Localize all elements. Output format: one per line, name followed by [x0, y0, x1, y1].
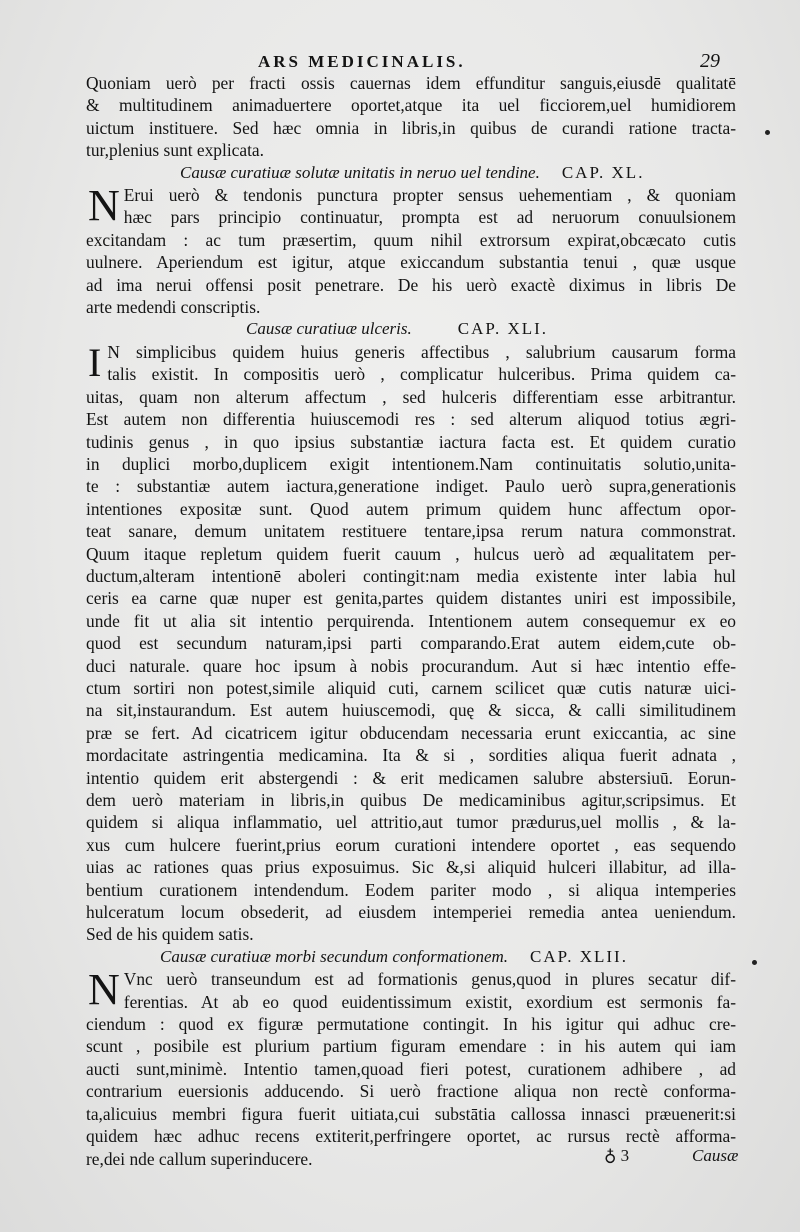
text-line: tudinis genus , in quo ipsius substantiæ iactura facta est. Et quidem curatio	[86, 431, 736, 452]
text-line: quod est secundum naturam,ipsi parti comparando.Erat autem eidem,cute ob-	[86, 633, 736, 654]
body-text	[86, 72, 739, 1170]
text-line: re,dei nde callum superinducere.	[86, 1148, 313, 1169]
text-line: contrarium euersionis adducendo. Si uerò fractione aliqua non rectè conforma-	[86, 1081, 736, 1102]
chapter-title: Causæ curatiuæ ulceris.	[246, 319, 412, 339]
text-line: te : substantiæ autem iactura,generatione indiget. Paulo uerò supra,generationis	[86, 476, 736, 497]
paragraph-continuation	[86, 72, 736, 162]
margin-dot	[765, 130, 770, 135]
chapter-title: Causæ curatiuæ morbi secundum conformationem.	[160, 946, 509, 966]
signature-mark: ♁ 3	[604, 1146, 630, 1165]
text-line: Sed de his quidem satis.	[86, 924, 254, 945]
chapter-heading	[86, 946, 736, 968]
text-line: scunt , posibile est plurium partium figuram emendare : in his autem qui iam	[86, 1036, 736, 1057]
text-line: ciendum : quod ex figuræ permutatione contingit. In his igitur qui adhuc cre-	[86, 1014, 736, 1035]
text-line: intentio quidem erit abstergendi : & erit medicamen salubre abstersiuū. Eorun-	[86, 767, 736, 788]
text-line: duci naturale. quare hoc ipsum à nobis procurandum. Aut si hæc intentio effe-	[86, 655, 736, 676]
chapter-number: CAP. XLII.	[530, 946, 628, 966]
text-line: teat sanare, demum unitatem restituere tentare,ipsa rerum natura commonstrat.	[86, 521, 736, 542]
text-line: quidem hæc adhuc recens extiterit,perfringere oportet, ac rursus rectè afforma-	[86, 1126, 736, 1147]
chapter-paragraph	[86, 181, 736, 318]
chapter-number: CAP. XLI.	[457, 319, 549, 339]
text-line: Erui uerò & tendonis punctura propter sensus uehementiam , & quoniam	[123, 185, 736, 206]
chapter-title: Causæ curatiuæ solutæ unitatis in neruo uel tendine.	[180, 162, 540, 182]
text-line: ductum,alteram intentionē aboleri contingit:nam media existente inter labia hul	[86, 565, 736, 586]
text-line: quidem si aliqua inflammatio, uel attritio,aut tumor prædurus,uel mollis , & la-	[86, 812, 736, 833]
folio-number: 29	[700, 50, 720, 72]
text-line: na sit,instaurandum. Est autem huiuscemodi, quę & sicca, & calli similitudinem	[86, 700, 736, 721]
text-line: excitandam : ac tum præsertim, quum nihil extrorsum expirat,obcæcato cutis	[86, 229, 736, 250]
chapter-paragraph	[86, 341, 736, 946]
text-line: Est autem non differentia huiuscemodi res : sed alterum aliquod totius ægri-	[86, 409, 736, 430]
text-line: arte medendi conscriptis.	[86, 297, 261, 318]
text-line: præ se fert. Ad cicatricem igitur obducendam necessaria erunt exiccantia, ac sine	[86, 722, 736, 743]
text-line: aucti sunt,minimè. Intentio tamen,quoad fieri potest, curationem adhibere , ad	[86, 1058, 736, 1079]
text-line: ad ima nerui offensi posit penetrare. De his uerò exactè diximus in libris De	[86, 274, 736, 295]
chapter-paragraph	[86, 965, 739, 1170]
text-line: Quoniam uerò per fracti ossis cauernas idem effunditur sanguis,eiusdē qualitatē	[86, 73, 736, 93]
text-line: ceris ea carne quæ nuper est genita,partes quidem distantes uniri est impossibile,	[86, 588, 736, 609]
text-line: mordacitate astringentia medicamina. Ita & si , sordities aliqua fuerit adnata ,	[86, 745, 736, 766]
text-line: hulceratum locum obsederit, ad eiusdem intemperiei remedia antea ueniendum.	[86, 902, 736, 923]
text-line: uias ac rationes quas prius exposuimus. Sic &,si aliquid hulceri illabitur, ad illa-	[86, 857, 736, 878]
chapter-heading	[86, 162, 736, 184]
text-line: Vnc uerò transeundum est ad formationis genus,quod in plures secatur dif-	[123, 969, 736, 990]
catchword: Causæ	[692, 1146, 739, 1165]
text-line: ferentias. At ab eo quod euidentissimum existit, exordium est sermonis fa-	[123, 991, 736, 1012]
initial-letter: I	[88, 339, 102, 385]
chapter-heading	[86, 318, 736, 340]
margin-dot	[752, 960, 757, 965]
text-line: uulnere. Aperiendum est igitur, atque exiccandum substantia tenui , quæ usque	[86, 252, 736, 273]
initial-letter: N	[88, 181, 120, 231]
text-line: ctum sortiri non potest,simile aliquid cuti, carnem scilicet quæ cutis naturæ uici-	[86, 677, 736, 698]
text-line: intentiones expositæ sunt. Quod autem primum quidem hunc affectum opor-	[86, 498, 736, 519]
text-line: tur,plenius sunt explicata.	[86, 140, 264, 161]
text-line: talis existit. In compositis uerò , complicatur hulceribus. Prima quidem ca-	[107, 364, 736, 385]
running-title: ARS MEDICINALIS.	[258, 52, 466, 71]
text-line: dem uerò materiam in libris,in quibus De medicaminibus agitur,scripsimus. Et	[86, 790, 736, 810]
initial-letter: N	[88, 965, 120, 1015]
text-line: uitas, quam non alterum affectum , sed hulceris differentiam esse arbitrantur.	[86, 386, 736, 407]
text-line: & multitudinem animaduertere oportet,atque ita uel ficciorem,uel humidiorem	[86, 95, 736, 116]
chapter-number: CAP. XL.	[561, 162, 645, 182]
text-line: unde fit ut alia sit intentio perquirenda. Intentionem autem consequemur ex eo	[86, 610, 736, 631]
text-line: xus cum hulcere fuerint,prius eorum curationi intendere oportet , eas sequendo	[86, 834, 736, 855]
text-line: Quum itaque repletum quidem fuerit cauum , hulcus uerò ad æqualitatem per-	[86, 543, 736, 564]
text-line: in duplici morbo,duplicem exigit intentionem.Nam continuitatis solutio,unita-	[86, 453, 736, 474]
text-line: uictum instituere. Sed hæc omnia in libris,in quibus de curandi ratione tracta-	[86, 117, 736, 138]
text-line: bentium curationem intendendum. Eodem pariter modo , si aliqua intemperies	[86, 879, 736, 900]
text-line: N simplicibus quidem huius generis affectibus , salubrium causarum forma	[107, 341, 736, 362]
text-line: ta,alicuius membri figura fuerit uitiata,cui substātia callossa innasci præuenerit:si	[86, 1103, 736, 1124]
text-line: hæc pars principio continuatur, prompta est ad neruorum conuulsionem	[123, 207, 736, 228]
